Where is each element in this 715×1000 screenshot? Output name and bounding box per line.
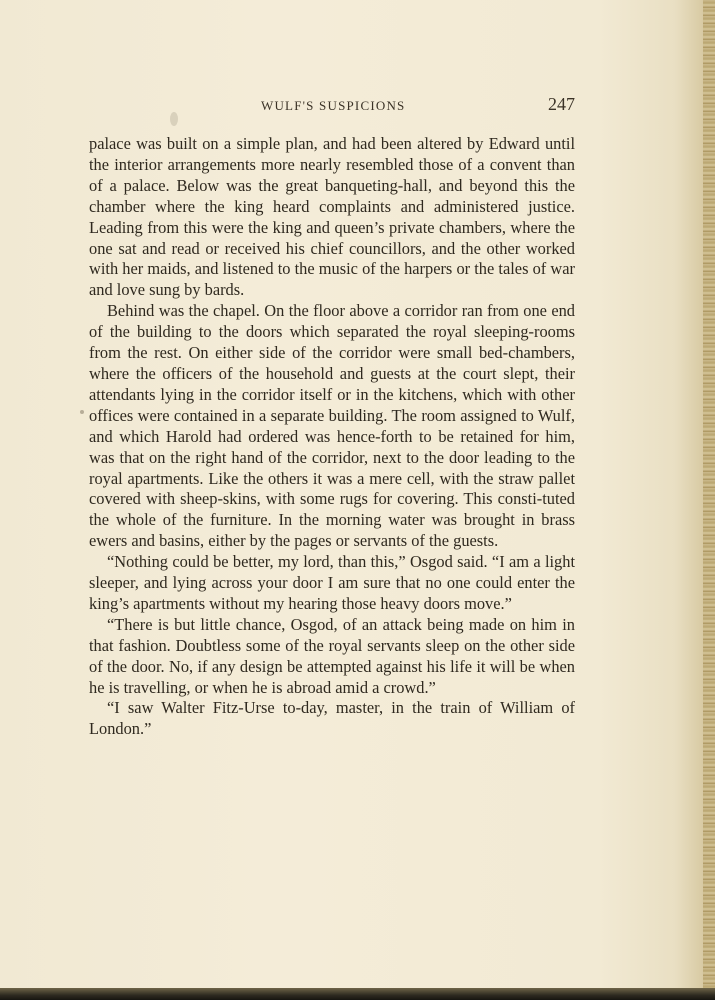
- paragraph: palace was built on a simple plan, and had been altered by Edward until the interior arrangements more nearly resembled those of a convent than of a palace. Below was the great banqueting-hall, and beyond this the chamber where the king heard complaints and administered justice. Leading from this were the king and queen’s private chambers, where the one sat and read or received his chief councillors, and the other worked with her maids, and listened to the music of the harpers or the tales of war and love sung by bards.: [89, 134, 575, 300]
- running-head: WULF'S SUSPICIONS: [261, 98, 406, 113]
- page-header: [89, 94, 575, 120]
- page-edge: [703, 0, 715, 1000]
- paragraph: Behind was the chapel. On the floor above a corridor ran from one end of the building to the doors which separated the royal sleeping-rooms from the rest. On either side of the corridor were small bed-chambers, where the officers of the household and guests at the court slept, their attendants lying in the corridor itself or in the kitchens, which with other offices were contained in a separate building. The room assigned to Wulf, and which Harold had ordered was hence-forth to be retained for him, was that on the right hand of the corridor, next to the door leading to the royal apartments. Like the others it was a mere cell, with the straw pallet covered with sheep-skins, with some rugs for covering. This consti-tuted the whole of the furniture. In the morning water was brought in brass ewers and basins, either by the pages or servants of the guests.: [89, 301, 575, 551]
- book-bottom-edge: [0, 988, 715, 1000]
- paragraph: “There is but little chance, Osgod, of an attack being made on him in that fashion. Doubtless some of the royal servants sleep on the other side of the door. No, if any design be attempted against his life it will be when he is travelling, or when he is abroad amid a crowd.”: [89, 614, 575, 697]
- margin-mark: [80, 410, 84, 414]
- page-number: 247: [548, 94, 575, 114]
- paragraph: “Nothing could be better, my lord, than this,” Osgod said. “I am a light sleeper, and lying across your door I am sure that no one could enter the king’s apartments without my hearing those heavy doors move.”: [89, 552, 575, 613]
- body-text: [89, 134, 575, 740]
- paragraph: “I saw Walter Fitz-Urse to-day, master, in the train of William of London.”: [89, 698, 575, 739]
